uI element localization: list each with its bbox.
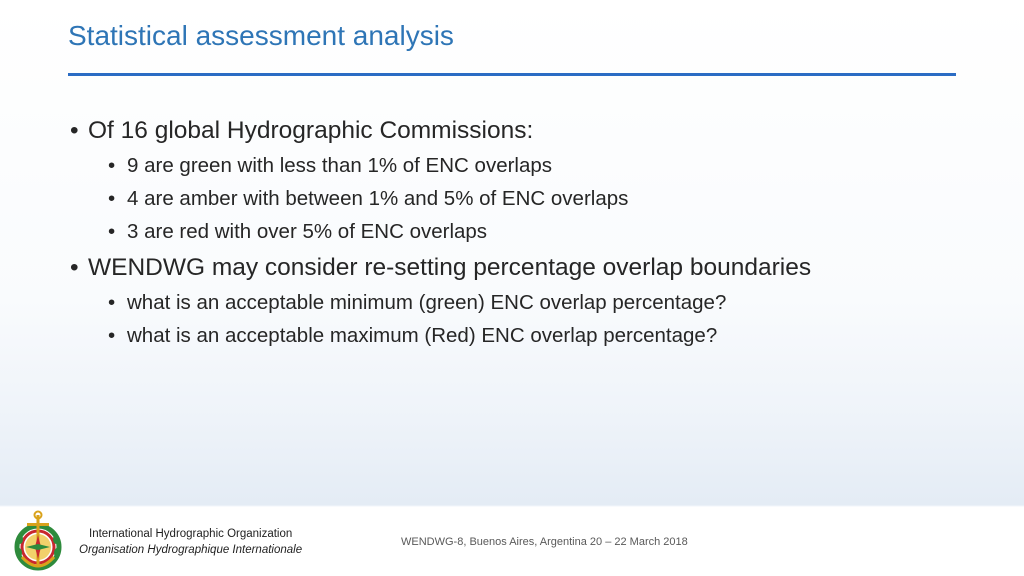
- bullet-item: • Of 16 global Hydrographic Commissions:: [70, 113, 970, 149]
- sub-bullet-item: • what is an acceptable minimum (green) ENC overlap percentage?: [108, 286, 970, 319]
- org-name-french: Organisation Hydrographique Internationale: [79, 544, 303, 556]
- meeting-info: WENDWG-8, Buenos Aires, Argentina 20 – 22 March 2018: [401, 536, 688, 548]
- sub-bullet-item: • 4 are amber with between 1% and 5% of ENC overlaps: [108, 182, 970, 215]
- sub-bullet-item: • 9 are green with less than 1% of ENC overlaps: [108, 149, 970, 182]
- sub-bullet-item: • what is an acceptable maximum (Red) ENC overlap percentage?: [108, 319, 970, 352]
- title-divider: [68, 73, 956, 76]
- bullet-item: • WENDWG may consider re-setting percentage overlap boundaries: [70, 250, 970, 286]
- slide-title: Statistical assessment analysis: [68, 20, 454, 51]
- bullet-list: [70, 113, 970, 352]
- sub-bullet-item: • 3 are red with over 5% of ENC overlaps: [108, 215, 970, 248]
- org-name-english: International Hydrographic Organization: [89, 528, 293, 540]
- iho-emblem-icon: [12, 509, 64, 575]
- slide-footer: [0, 507, 1024, 576]
